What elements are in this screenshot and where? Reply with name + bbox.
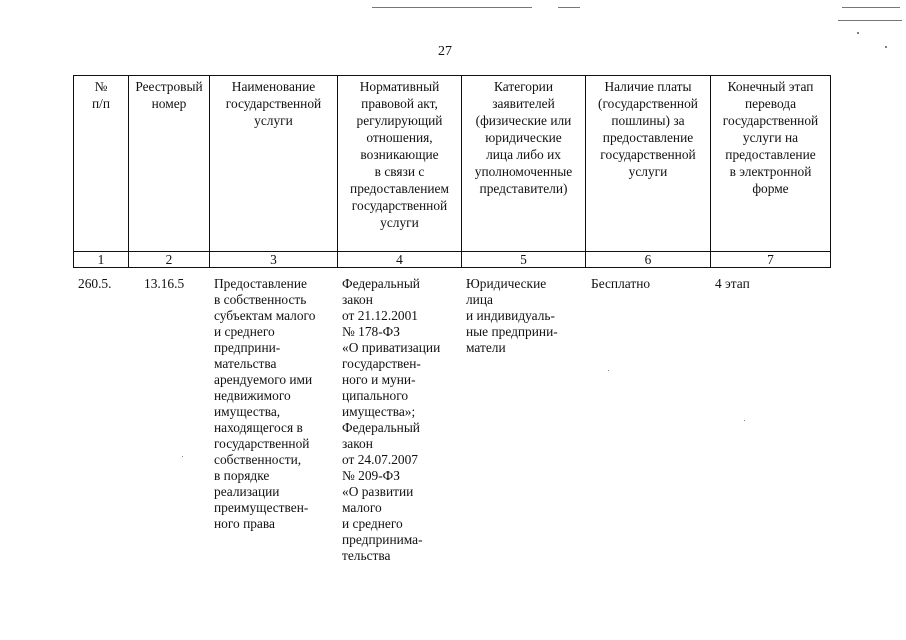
scan-line: [372, 7, 532, 8]
header-registry-number: Реестровый номер: [129, 76, 210, 252]
row-service-name: Предоставление в собственность субъектам малого и среднего предприни- мательства арендуемого ими недвижимого имущества, находящегося в государственной собственности, в порядке реализации преимуществен- ного права: [214, 276, 316, 531]
scan-line: [842, 7, 900, 8]
page-number: 27: [438, 44, 452, 59]
services-table: [73, 75, 831, 268]
row-applicants: Юридические лица и индивидуаль- ные предприни- матели: [466, 276, 558, 355]
scan-speck: [744, 420, 745, 421]
header-final-stage: Конечный этап перевода государственной услуги на предоставление в электронной форме: [711, 76, 831, 252]
column-number: 6: [586, 252, 711, 268]
column-number: 3: [210, 252, 338, 268]
column-number: 4: [338, 252, 462, 268]
scan-line: [558, 7, 580, 8]
row-final-stage: 4 этап: [715, 276, 750, 291]
column-number: 2: [129, 252, 210, 268]
row-fee: Бесплатно: [591, 276, 651, 291]
column-number-row: [74, 252, 831, 268]
scan-speck: [857, 32, 859, 34]
table-header-row: [74, 76, 831, 252]
row-num: 260.5.: [78, 276, 112, 291]
column-number: 1: [74, 252, 129, 268]
header-fee: Наличие платы (государственной пошлины) за предоставление государственной услуги: [586, 76, 711, 252]
column-number: 5: [462, 252, 586, 268]
header-legal-act: Нормативный правовой акт, регулирующий отношения, возникающие в связи с предоставлением государственной услуги: [338, 76, 462, 252]
row-legal-act: Федеральный закон от 21.12.2001 № 178-ФЗ «О приватизации государствен- ного и муни- ципального имущества»; Федеральный закон от 24.07.2007 № 209-ФЗ «О развитии малого и среднего предпринима- тельства: [342, 276, 441, 563]
scan-speck: [885, 46, 887, 48]
column-number: 7: [711, 252, 831, 268]
row-registry-number: 13.16.5: [144, 276, 185, 291]
header-service-name: Наименование государственной услуги: [210, 76, 338, 252]
header-applicants: Категории заявителей (физические или юридические лица либо их уполномоченные представители): [462, 76, 586, 252]
scan-speck: [182, 456, 183, 457]
header-num: № п/п: [74, 76, 129, 252]
scan-speck: [608, 370, 609, 371]
scan-line: [838, 20, 902, 21]
